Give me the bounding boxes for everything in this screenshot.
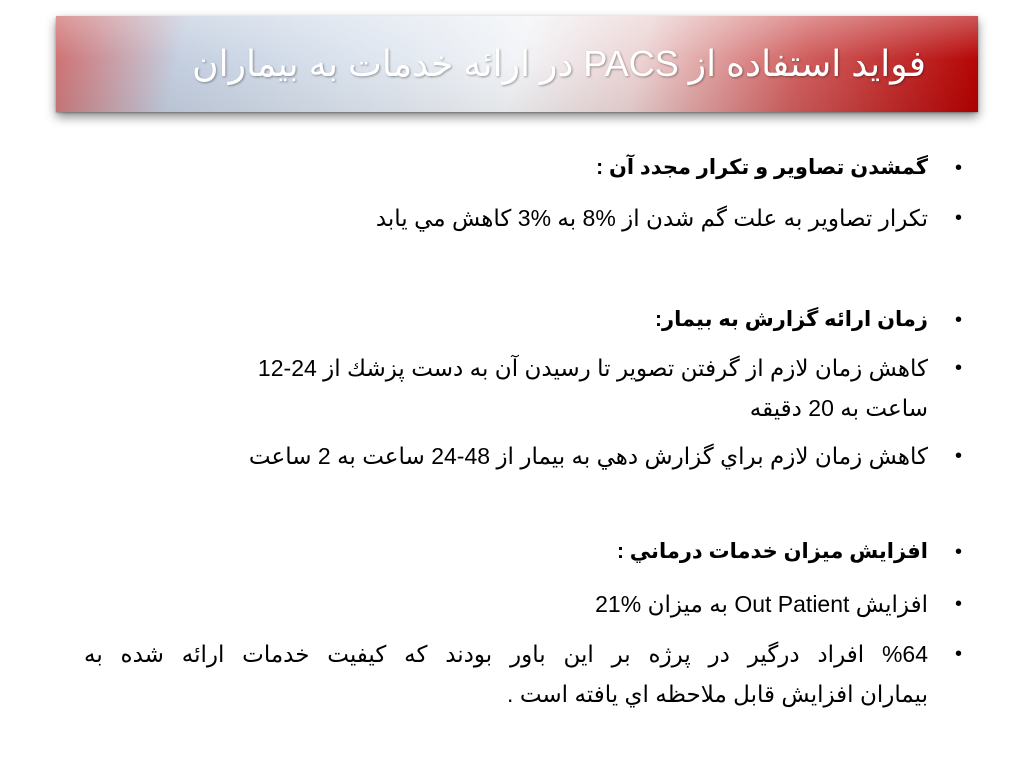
bullet-text: گمشدن تصاوير و تكرار مجدد آن : [596,156,928,179]
bullet-text: افزايش ميزان خدمات درماني : [616,540,928,563]
bullet-text: كاهش زمان لازم براي گزارش دهي به بيمار از 48-24 ساعت به 2 ساعت [248,443,928,469]
bullet-dot: • [954,593,962,615]
bullet-text: زمان ارائه گزارش به بيمار: [654,308,928,331]
bullet-text-line: بيماران افزايش قابل ملاحظه اي يافته است . [507,681,928,707]
bullet-item [84,198,962,238]
bullet-dot: • [954,357,962,379]
slide-title: فواید استفاده از PACS در ارائه خدمات به بیماران [192,43,926,84]
bullet-dot: • [954,157,962,179]
bullet-item [84,436,962,476]
bullet-heading-lost-images [84,148,962,188]
bullet-text: تكرار تصاوير به علت گم شدن از %8 به %3 كاهش مي يابد [375,205,928,231]
bullet-dot: • [954,445,962,467]
title-bar [56,16,978,112]
bullet-text: افزايش Out Patient به ميزان %21 [595,591,928,617]
bullet-heading-report-time [84,300,962,340]
bullet-dot: • [954,541,962,563]
bullet-text-line: كاهش زمان لازم از گرفتن تصوير تا رسيدن آن به دست پزشك از 24-12 [257,355,928,381]
bullet-item [84,634,962,714]
bullet-heading-services [84,532,962,572]
bullet-item [84,584,962,624]
bullet-item [84,348,962,428]
bullet-dot: • [954,309,962,331]
bullet-text-line: %64 افراد درگير در پرژه بر اين باور بودند كه كيفيت خدمات ارائه شده به [84,641,928,667]
bullet-dot: • [954,207,962,229]
bullet-text-line: ساعت به 20 دقيقه [749,395,928,421]
bullet-dot: • [954,643,962,665]
